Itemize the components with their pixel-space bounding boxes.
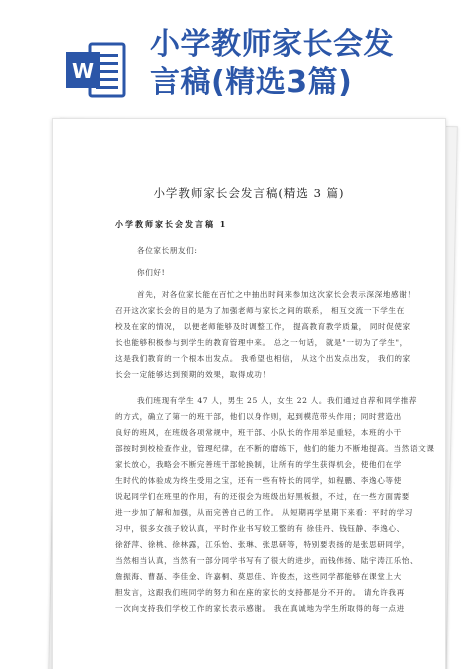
page-title-line-2: 言稿(精选3篇): [150, 65, 353, 100]
body-line: 的方式，确立了第一的班干部，他们以身作则，起到模范带头作用；同时营造出: [115, 412, 402, 421]
section-heading: 小学教师家长会发言稿 1: [115, 219, 228, 229]
body-line: 詹振海、曹磊、李佳金、许嘉桐、莫思佳、许俊杰，这些同学都能够在课堂上大: [115, 572, 402, 581]
page-title-line-1: 小学教师家长会发: [150, 27, 394, 62]
body-line: 家长放心，我略会不断完善班干部轮换制，让所有的学生获得机会，使他们在学: [115, 460, 402, 469]
body-line: 校及在家的情况， 以便老师能够及时调整工作， 提高教育教学质量， 同时促使家: [115, 322, 411, 331]
body-line: 部按时到校检查作业，管理纪律，在不断的磨练下，他们的能力不断地提高。当然语文课: [115, 444, 435, 453]
document-title: 小学教师家长会发言稿(精选 3 篇): [153, 186, 345, 200]
body-line: 习中，很多女孩子较认真，平时作业书写较工整的有 徐佳丹、钱钰静、李逸心、: [115, 524, 405, 533]
body-line: 一次向支持我们学校工作的家长表示感谢。 我在真诚地为学生所取得的每一点进: [115, 604, 405, 613]
body-line: 生时代的体验成为终生受用之宝，还有一些有特长的同学，如程鹏、李逸心等使: [115, 476, 402, 485]
body-line: 徐舒萍、徐桃、徐林露，江乐怡、张琳、张思研等，特别要表扬的是张思研同学，: [115, 540, 410, 549]
page-title: [150, 26, 470, 102]
body-line: 我们班现有学生 47 人，男生 25 人，女生 22 人。我们通过自荐和同学推荐: [137, 396, 418, 405]
body-line: 良好的班风，在班级各项常规中，班干部、小队长的作用举足重轻，本班的小干: [115, 428, 402, 437]
word-icon-letter: W: [71, 59, 95, 83]
document-page[interactable]: [52, 118, 446, 669]
body-line: 当然相当认真，当然有一部分同学书写有了很大的进步，而钱伟扬、陆宇涛江乐怡、: [115, 556, 419, 565]
body-line: 首先，对各位家长能在百忙之中抽出时间来参加这次家长会表示深深地感谢！: [137, 290, 416, 299]
body-line: 你们好!: [137, 268, 166, 277]
body-line: 这是我们教育的一个根本出发点。 我希望也相信， 从这个出发点出发， 我们的家: [115, 354, 411, 363]
body-line: 长会一定能够达到预期的效果，取得成功！: [115, 370, 271, 379]
body-line: 说起同学们在班里的作用，有的还很会为班级出好黑板报，不过，在一些方面需要: [115, 492, 410, 501]
word-doc-icon: [62, 40, 128, 104]
body-line: 长也能够积极参与到学生的教育管理中来。 总之一句话， 就是"一切为了学生"，: [115, 338, 408, 347]
body-line: 各位家长朋友们:: [137, 246, 198, 255]
body-line: 进一步加了解和加强，从而完善自己的工作。 从短期再学星期下来看：平时的学习: [115, 508, 413, 517]
document-preview: [44, 112, 450, 668]
body-line: 召开这次家长会的目的是为了加强老师与家长之间的联系， 相互交流一下学生在: [115, 306, 405, 315]
body-line: 胆发言，这跟我们班同学的努力和在座的家长的支持都是分不开的。 请允许我再: [115, 588, 405, 597]
header-banner: [0, 0, 474, 110]
